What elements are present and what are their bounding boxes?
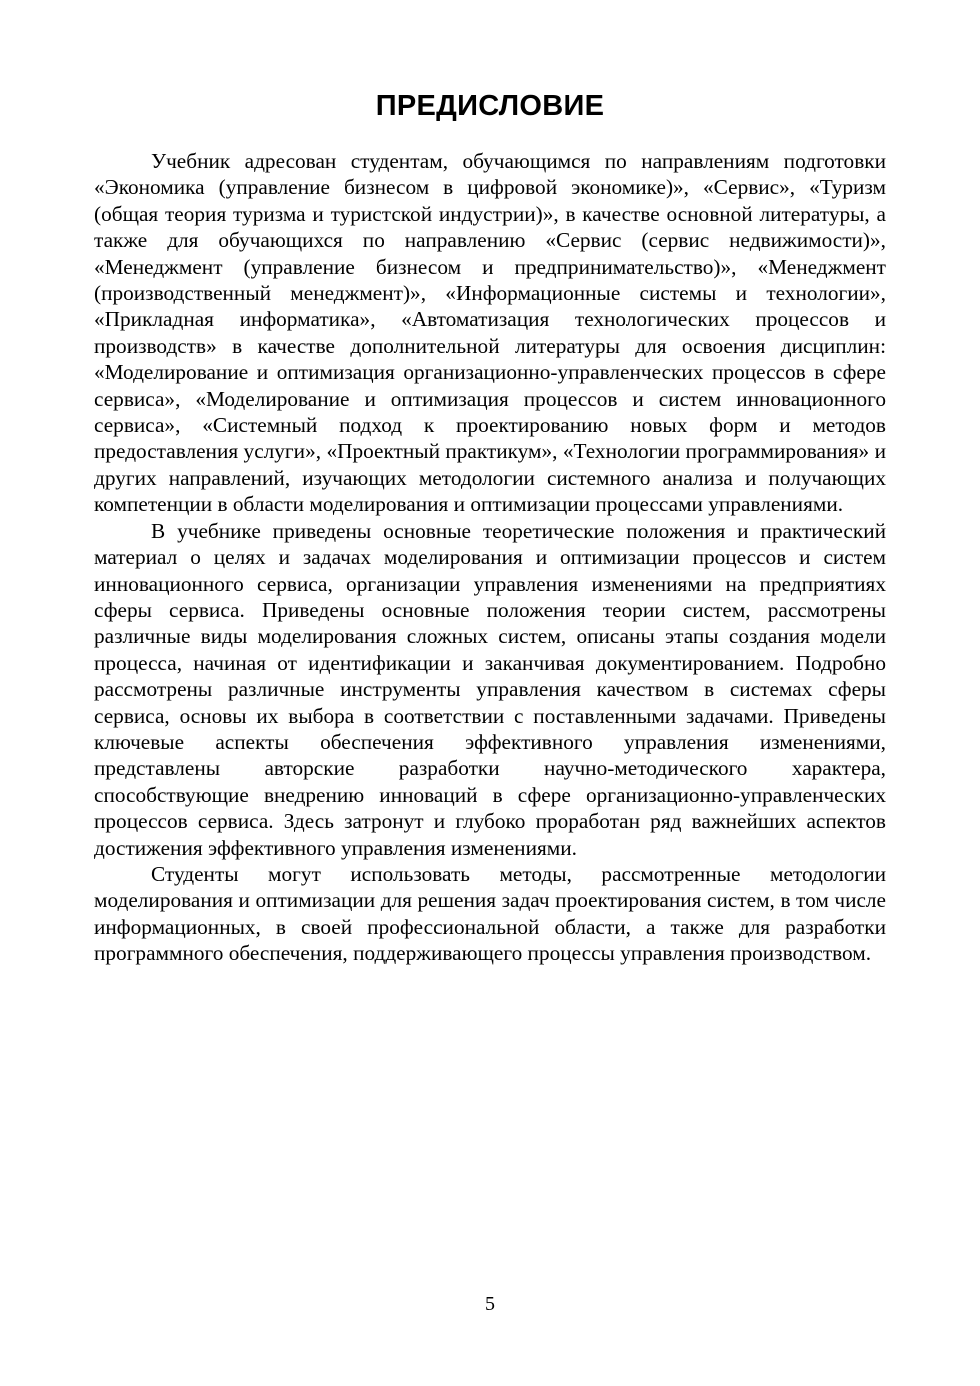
body-text	[94, 148, 886, 967]
paragraph-3: Студенты могут использовать методы, рассмотренные методологии моделирования и оптимизации для решения задач проектирования систем, в том числе информационных, в своей профессиональной области, а также для разработки программного обеспечения, поддерживающего процессы управления производством.	[94, 861, 886, 966]
page-title: ПРЕДИСЛОВИЕ	[375, 90, 605, 122]
paragraph-2: В учебнике приведены основные теоретические положения и практический материал о целях и задачах моделирования и оптимизации процессов и систем инновационного сервиса, организации управления изменениями на предприятиях сферы сервиса. Приведены основные положения теории систем, рассмотрены различные виды моделирования сложных систем, описаны этапы создания модели процесса, начиная от идентификации и заканчивая документированием. Подробно рассмотрены различные инструменты управления качеством в системах сферы сервиса, основы их выбора в соответствии с поставленными задачами. Приведены ключевые аспекты обеспечения эффективного управления изменениями, представлены авторские разработки научно-методического характера, способствующие внедрению инноваций в сфере организационно-управленческих процессов сервиса. Здесь затронут и глубоко проработан ряд важнейших аспектов достижения эффективного управления изменениями.	[94, 518, 886, 860]
page-number: 5	[485, 1293, 495, 1315]
paragraph-1: Учебник адресован студентам, обучающимся по направлениям подготовки «Экономика (управление бизнесом в цифровой экономике)», «Сервис», «Туризм (общая теория туризма и туристской индустрии)», в качестве основной литературы, а также для обучающихся по направлению «Сервис (сервис недвижимости)», «Менеджмент (управление бизнесом и предпринимательство)», «Менеджмент (производственный менеджмент)», «Информационные системы и технологии», «Прикладная информатика», «Автоматизация технологических процессов и производств» в качестве дополнительной литературы для освоения дисциплин: «Моделирование и оптимизация организационно-управленческих процессов в сфере сервиса», «Моделирование и оптимизация процессов и систем инновационного сервиса», «Системный подход к проектированию новых форм и методов предоставления услуги», «Проектный практикум», «Технологии программирования» и других направлений, изучающих методологии системного анализа и получающих компетенции в области моделирования и оптимизации процессами управлениями.	[94, 149, 886, 517]
